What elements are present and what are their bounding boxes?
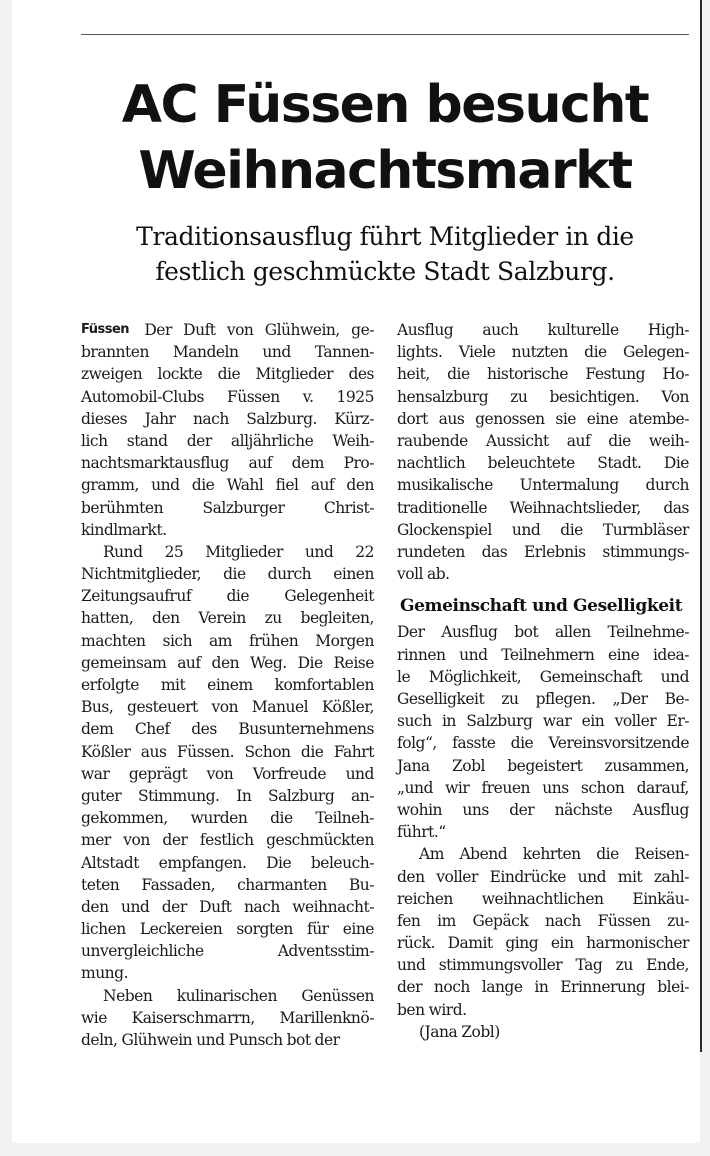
text-line: mer von der festlich geschmückten bbox=[81, 831, 374, 850]
text-line: fen im Gepäck nach Füssen zu- bbox=[397, 911, 689, 930]
text-line: „und wir freuen uns schon darauf, bbox=[397, 778, 689, 797]
text-line: (Jana Zobl) bbox=[419, 1022, 500, 1041]
dateline: Füssen bbox=[81, 322, 130, 337]
text-line: lights. Viele nutzten die Gelegen- bbox=[397, 343, 689, 362]
headline-line-1: AC Füssen besucht bbox=[121, 75, 649, 135]
text-line: folg“, fasste die Vereinsvorsitzende bbox=[397, 734, 689, 753]
text-line: dort aus genossen sie eine atembe- bbox=[397, 409, 689, 428]
text-line: kindlmarkt. bbox=[81, 520, 167, 539]
text-line: berühmten Salzburger Christ- bbox=[81, 498, 374, 517]
text-line: Neben kulinarischen Genüssen bbox=[103, 986, 374, 1005]
text-line: wohin uns der nächste Ausflug bbox=[397, 800, 689, 819]
text-line: Ausflug auch kulturelle High- bbox=[397, 321, 689, 339]
text-line: raubende Aussicht auf die weih- bbox=[397, 431, 689, 450]
text-line: traditionelle Weihnachtslieder, das bbox=[397, 498, 689, 517]
article-column-right-part-a bbox=[397, 319, 689, 585]
headline-line-2: Weihnachtsmarkt bbox=[138, 141, 632, 201]
text-line: unvergleichliche Adventsstim- bbox=[81, 942, 374, 961]
text-line: den voller Eindrücke und mit zahl- bbox=[397, 867, 689, 886]
text-line: Altstadt empfangen. Die beleuch- bbox=[81, 853, 374, 872]
text-line: Nichtmitglieder, die durch einen bbox=[81, 565, 374, 584]
page-edge-line bbox=[700, 0, 702, 1052]
text-line: Glockenspiel und die Turmbläser bbox=[397, 520, 689, 539]
text-line: Füssen Der Duft von Glühwein, ge- bbox=[81, 319, 374, 341]
text-line: le Möglichkeit, Gemeinschaft und bbox=[397, 667, 689, 686]
text-line: gemeinsam auf den Weg. Die Reise bbox=[81, 653, 374, 672]
article-column-right bbox=[397, 319, 689, 1043]
text-line: Bus, gesteuert von Manuel Kößler, bbox=[81, 698, 374, 717]
article-column-right-part-b bbox=[397, 621, 689, 1043]
subheadline bbox=[81, 219, 689, 289]
article-column-left bbox=[81, 319, 374, 1051]
text-line: rinnen und Teilnehmern eine idea- bbox=[397, 645, 689, 664]
text-line: teten Fassaden, charmanten Bu- bbox=[81, 875, 374, 894]
text-line: dem Chef des Busunternehmens bbox=[81, 720, 374, 739]
text-line: such in Salzburg war ein voller Er- bbox=[397, 712, 689, 731]
text-line: musikalische Untermalung durch bbox=[397, 476, 689, 495]
text-line: guter Stimmung. In Salzburg an- bbox=[81, 786, 374, 805]
text-line: deln, Glühwein und Punsch bot der bbox=[81, 1031, 340, 1049]
text-line: erfolgte mit einem komfortablen bbox=[81, 676, 374, 694]
text-line: gramm, und die Wahl fiel auf den bbox=[81, 476, 374, 495]
text-line: wie Kaiserschmarrn, Marillenknö- bbox=[81, 1008, 374, 1027]
text-line: und stimmungsvoller Tag zu Ende, bbox=[397, 956, 689, 975]
text-line: gekommen, wurden die Teilneh- bbox=[81, 809, 374, 828]
text-line: Rund 25 Mitglieder und 22 bbox=[103, 542, 374, 561]
text-line: mung. bbox=[81, 964, 129, 983]
text-line: lich stand der alljährliche Weih- bbox=[81, 431, 374, 450]
text-line: Zeitungsaufruf die Gelegenheit bbox=[81, 587, 374, 606]
text-line: den und der Duft nach weihnacht- bbox=[81, 897, 374, 916]
text-line: lichen Leckereien sorgten für eine bbox=[81, 920, 374, 939]
text-line: rundeten das Erlebnis stimmungs- bbox=[397, 542, 689, 561]
text-line: Am Abend kehrten die Reisen- bbox=[419, 845, 689, 864]
section-heading: Gemeinschaft und Geselligkeit bbox=[400, 596, 683, 617]
text-line: Kößler aus Füssen. Schon die Fahrt bbox=[81, 742, 374, 761]
text-line: führt.“ bbox=[397, 823, 446, 842]
text-line: rück. Damit ging ein harmonischer bbox=[397, 934, 689, 953]
top-rule bbox=[81, 34, 689, 35]
text-line: Der Ausflug bot allen Teilnehme- bbox=[397, 623, 689, 642]
text-line: machten sich am frühen Morgen bbox=[81, 631, 374, 650]
text-line: heit, die historische Festung Ho- bbox=[397, 365, 689, 384]
text-line: Automobil-Clubs Füssen v. 1925 bbox=[81, 387, 374, 406]
text-line: nachtsmarktausflug auf dem Pro- bbox=[81, 454, 374, 473]
text-line: Geselligkeit zu pflegen. „Der Be- bbox=[397, 690, 689, 709]
text-line: hensalzburg zu besichtigen. Von bbox=[397, 387, 689, 406]
headline bbox=[81, 72, 689, 204]
text-line: voll ab. bbox=[397, 565, 450, 584]
text-line: war geprägt von Vorfreude und bbox=[81, 764, 374, 783]
text-line: ben wird. bbox=[397, 1000, 467, 1019]
text-line: reichen weihnachtlichen Einkäu- bbox=[397, 889, 689, 908]
text-line: der noch lange in Erinnerung blei- bbox=[397, 978, 689, 997]
text-line: Jana Zobl begeistert zusammen, bbox=[397, 756, 689, 775]
text-line: brannten Mandeln und Tannen- bbox=[81, 343, 374, 362]
text-line: nachtlich beleuchtete Stadt. Die bbox=[397, 454, 689, 473]
subheadline-line-1: Traditionsausflug führt Mitglieder in die bbox=[136, 222, 634, 251]
text-line: hatten, den Verein zu begleiten, bbox=[81, 609, 374, 628]
text-line: dieses Jahr nach Salzburg. Kürz- bbox=[81, 409, 374, 428]
subheadline-line-2: festlich geschmückte Stadt Salzburg. bbox=[155, 257, 615, 286]
text-line: zweigen lockte die Mitglieder des bbox=[81, 365, 374, 384]
